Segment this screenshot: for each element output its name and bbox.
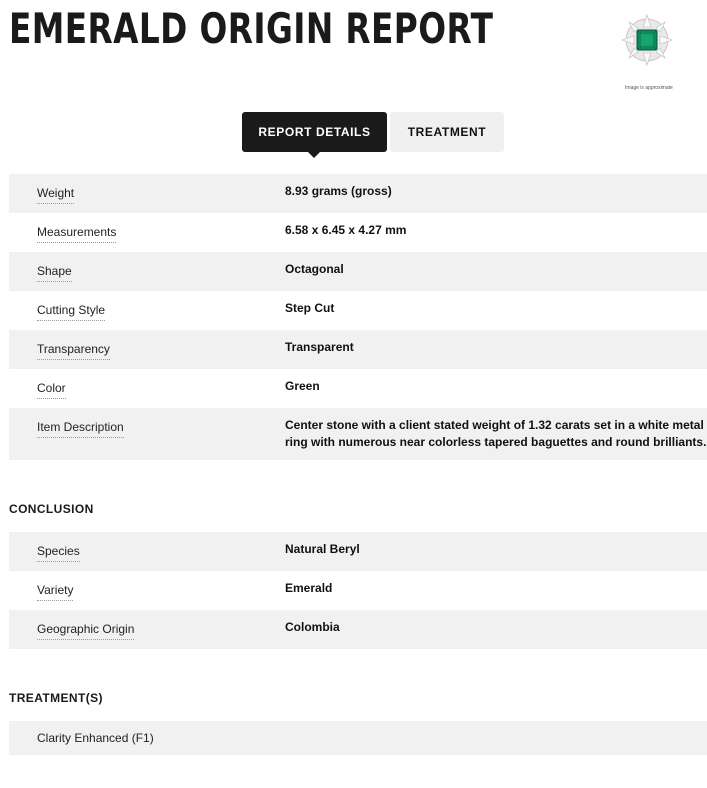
detail-value: Octagonal (285, 262, 344, 276)
detail-value: Emerald (285, 581, 333, 595)
treatment-row (9, 721, 707, 755)
detail-value: Natural Beryl (285, 542, 360, 556)
detail-row-item-description (9, 408, 707, 460)
detail-value-line: ring with numerous near colorless tapered baguettes and round brilliants. (285, 435, 707, 449)
detail-row-shape (9, 252, 707, 291)
detail-value: Green (285, 379, 320, 393)
detail-label[interactable]: Weight (37, 186, 74, 204)
detail-label[interactable]: Shape (37, 264, 72, 282)
detail-row-transparency (9, 330, 707, 369)
detail-row-color (9, 369, 707, 408)
detail-value: 8.93 grams (gross) (285, 184, 392, 198)
detail-label[interactable]: Transparency (37, 342, 110, 360)
detail-value: Step Cut (285, 301, 335, 315)
detail-label[interactable]: Item Description (37, 420, 124, 438)
detail-label[interactable]: Variety (37, 583, 73, 601)
detail-value: Colombia (285, 620, 340, 634)
detail-label[interactable]: Measurements (37, 225, 116, 243)
emerald-ring-image (618, 10, 676, 68)
tab-report-details[interactable]: REPORT DETAILS (242, 112, 387, 152)
page-title: EMERALD ORIGIN REPORT (9, 4, 494, 53)
conclusion-heading: CONCLUSION (9, 502, 94, 516)
detail-row-measurements (9, 213, 707, 252)
detail-value-line: Center stone with a client stated weight of 1.32 carats set in a white metal (285, 418, 704, 432)
treatments-heading: TREATMENT(S) (9, 691, 103, 705)
detail-row-cutting-style (9, 291, 707, 330)
detail-row-weight (9, 174, 707, 213)
treatment-label: Clarity Enhanced (F1) (37, 731, 154, 745)
detail-value: Transparent (285, 340, 354, 354)
detail-label[interactable]: Geographic Origin (37, 622, 134, 640)
conclusion-row-species (9, 532, 707, 571)
detail-label[interactable]: Color (37, 381, 66, 399)
detail-value: 6.58 x 6.45 x 4.27 mm (285, 223, 407, 237)
tab-treatment[interactable]: TREATMENT (390, 112, 504, 152)
image-disclaimer: Image is approximate (625, 85, 673, 91)
conclusion-row-geographic-origin (9, 610, 707, 649)
detail-label[interactable]: Cutting Style (37, 303, 105, 321)
detail-label[interactable]: Species (37, 544, 80, 562)
conclusion-row-variety (9, 571, 707, 610)
